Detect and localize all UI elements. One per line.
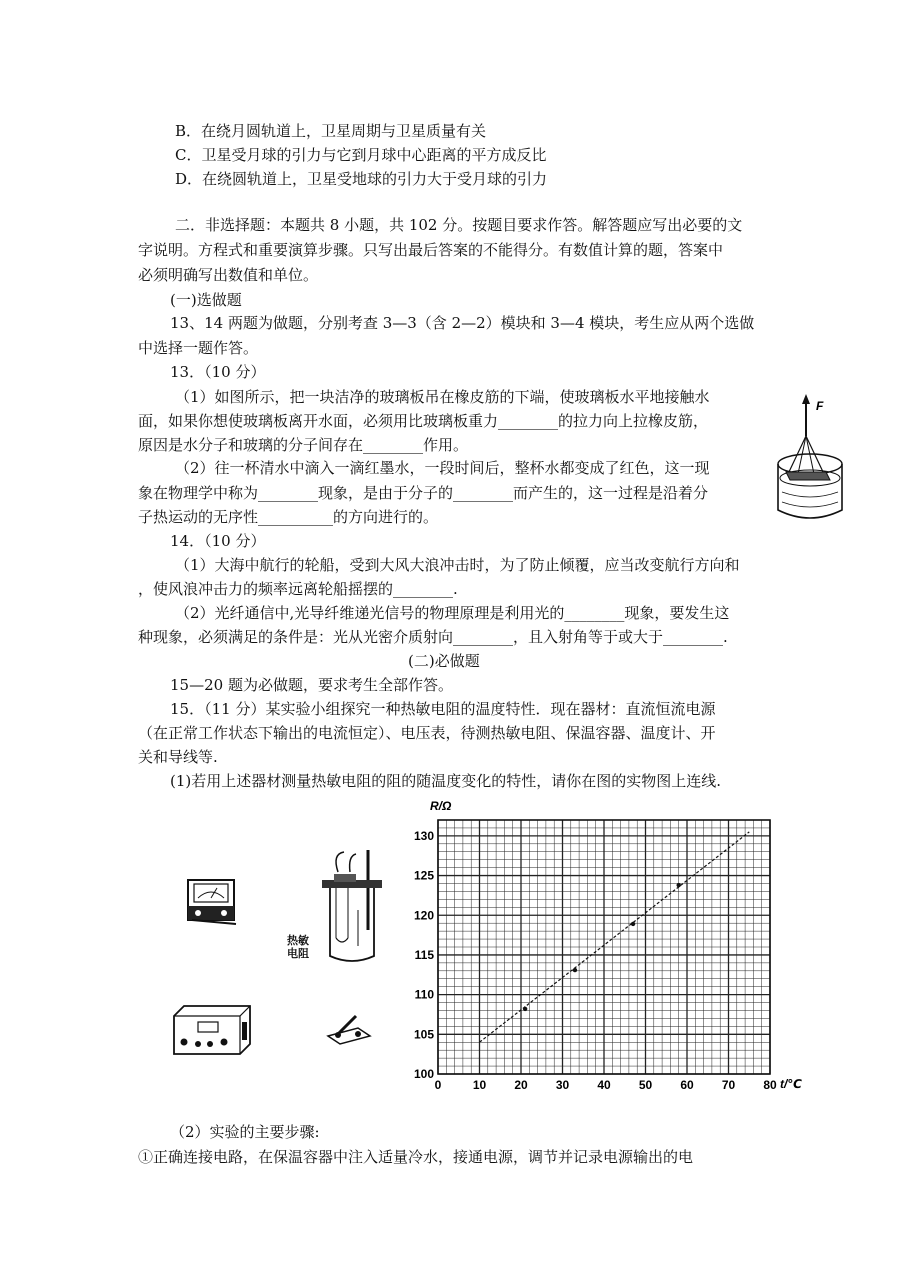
x-tick-label: 40 [597, 1078, 611, 1092]
section1-title: (一)选做题 [170, 291, 242, 309]
part2-intro-line-2: 字说明。方程式和重要演算步骤。只写出最后答案的不能得分。有数值计算的题，答案中 [138, 241, 724, 259]
x-tick-label: 0 [434, 1078, 442, 1092]
q15-intro-line-2: （在正常工作状态下输出的电流恒定）、电压表，待测热敏电阻、保温容器、温度计、开 [138, 724, 716, 742]
y-tick-label: 120 [413, 908, 434, 923]
q13-p1-line-3: 原因是水分子和玻璃的分子间存在________作用。 [138, 436, 469, 454]
y-tick-label: 105 [413, 1027, 434, 1042]
q13-p1-line-2: 面，如果你想使玻璃板离开水面，必须用比玻璃板重力________的拉力向上拉橡皮筋， [138, 412, 709, 430]
y-tick-label: 115 [414, 947, 434, 962]
q14-p1-line-2: ，使风浪冲击力的频率远离轮船摇摆的________. [138, 580, 458, 598]
y-tick-label: 125 [413, 868, 434, 883]
section2-title: (二)必做题 [408, 652, 480, 670]
option-b: B．在绕月圆轨道上，卫星周期与卫星质量有关 [175, 122, 487, 140]
q13-p2-line-1: （2）往一杯清水中滴入一滴红墨水，一段时间后，整杯水都变成了红色，这一现 [175, 459, 710, 477]
x-tick-label: 30 [555, 1078, 570, 1092]
x-tick-label: 60 [680, 1078, 694, 1092]
part2-intro-line-1: 二．非选择题：本题共 8 小题，共 102 分。按题目要求作答。解答题应写出必要的文 [175, 216, 743, 234]
q15-intro-line-3: 关和导线等. [138, 748, 218, 766]
option-d: D．在绕圆轨道上，卫星受地球的引力大于受月球的引力 [175, 170, 548, 188]
power-supply-icon [170, 1002, 254, 1058]
q14-p2-line-1: （2）光纤通信中,光导纤维递光信号的物理原理是利用光的________现象，要发生这 [175, 604, 730, 622]
chart-ylabel: R/Ω [430, 799, 452, 813]
q15-20-note: 15—20 题为必做题，要求考生全部作答。 [170, 676, 453, 694]
data-point [677, 883, 681, 887]
thermistor-label-line-1: 热敏 [287, 934, 309, 947]
q15-p1: (1)若用上述器材测量热敏电阻的阻的随温度变化的特性，请你在图的实物图上连线. [170, 772, 722, 790]
q13-p1-line-1: （1）如图所示，把一块洁净的玻璃板吊在橡皮筋的下端，使玻璃板水平地接触水 [175, 388, 710, 406]
option-c: C．卫星受月球的引力与它到月球中心距离的平方成反比 [175, 146, 547, 164]
data-point [523, 1007, 527, 1011]
q15-p2-header: （2）实验的主要步骤: [170, 1123, 320, 1141]
y-tick-label: 100 [413, 1067, 434, 1081]
q13-header: 13．（10 分） [170, 363, 266, 381]
resistance-temperature-chart [400, 790, 820, 1100]
switch-icon [324, 1010, 374, 1046]
force-label: F [816, 399, 824, 413]
thermistor-label-line-2: 电阻 [287, 947, 309, 960]
x-tick-label: 10 [472, 1078, 487, 1092]
glass-plate-figure [768, 392, 858, 532]
q13-14-note-line-1: 13、14 两题为做题，分别考查 3—3（含 2—2）模块和 3—4 模块，考生应从两个选做 [170, 314, 755, 332]
q14-p2-line-2: 种现象，必须满足的条件是：光从光密介质射向________，且入射角等于或大于________. [138, 628, 728, 646]
container-icon [318, 850, 386, 968]
q15-step1: ①正确连接电路，在保温容器中注入适量冷水，接通电源，调节并记录电源输出的电 [138, 1148, 694, 1166]
y-tick-label: 130 [413, 828, 434, 843]
x-tick-label: 50 [638, 1078, 653, 1092]
voltmeter-icon [186, 876, 240, 928]
x-tick-label: 70 [721, 1078, 736, 1092]
q13-14-note-line-2: 中选择一题作答。 [138, 339, 259, 357]
part2-intro-line-3: 必须明确写出数值和单位。 [138, 266, 319, 284]
x-tick-label: 80 [763, 1078, 777, 1092]
q13-p2-line-2: 象在物理学中称为________现象，是由于分子的________而产生的，这一过程是沿着分 [138, 484, 709, 502]
data-point [573, 968, 577, 972]
x-tick-label: 20 [514, 1078, 528, 1092]
data-point [631, 922, 635, 926]
q14-header: 14．（10 分） [170, 532, 266, 550]
y-tick-label: 110 [414, 987, 434, 1002]
q15-intro-line-1: 15．（11 分）某实验小组探究一种热敏电阻的温度特性．现在器材：直流恒流电源 [170, 700, 716, 718]
q13-p2-line-3: 子热运动的无序性__________的方向进行的。 [138, 508, 439, 526]
q14-p1-line-1: （1）大海中航行的轮船，受到大风大浪冲击时，为了防止倾覆，应当改变航行方向和 [175, 556, 740, 574]
chart-xlabel: t/℃ [780, 1077, 802, 1091]
